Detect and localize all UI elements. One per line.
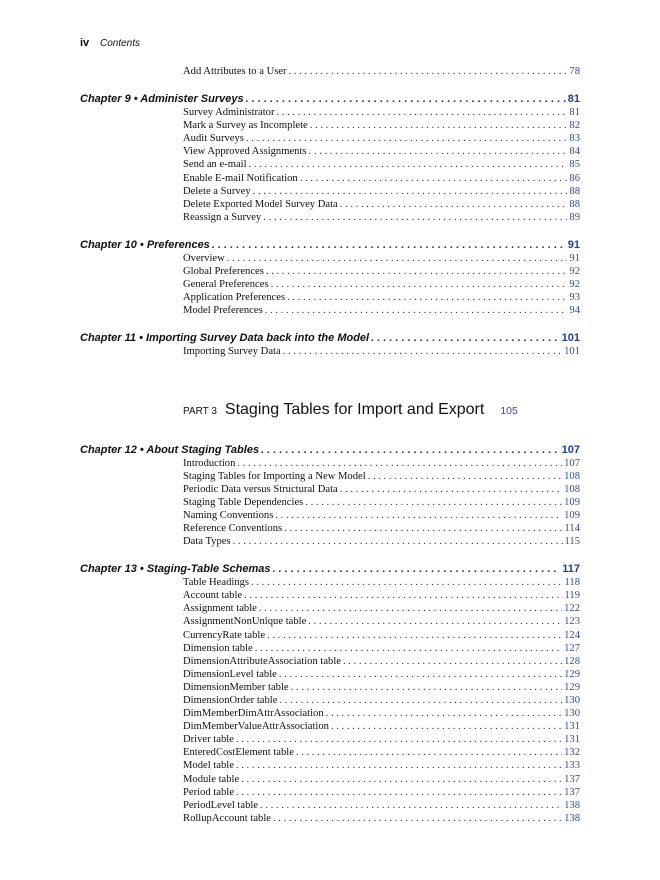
toc-entry-title: General Preferences xyxy=(183,279,269,291)
toc-entry[interactable] xyxy=(80,812,580,825)
chapter-entry[interactable] xyxy=(80,443,580,457)
toc-entry-page[interactable]: 108 xyxy=(564,483,580,495)
chapter-entry-page[interactable]: 91 xyxy=(567,238,580,251)
dot-leader xyxy=(263,211,567,224)
toc-entry-title: CurrencyRate table xyxy=(183,629,266,641)
toc-entry-page[interactable]: 92 xyxy=(569,279,580,291)
toc-entry-title: PeriodLevel table xyxy=(183,799,259,811)
dot-leader xyxy=(340,198,568,211)
toc-entry[interactable] xyxy=(80,198,580,211)
toc-entry-title: Send an e-mail xyxy=(183,159,247,171)
chapter-entry-page[interactable]: 107 xyxy=(561,443,580,456)
toc-entry[interactable] xyxy=(80,589,580,602)
toc-entry-page[interactable]: 127 xyxy=(564,642,580,654)
dot-leader xyxy=(300,172,568,185)
dot-leader xyxy=(284,522,562,535)
dot-leader xyxy=(255,642,562,655)
toc-entry[interactable] xyxy=(80,799,580,812)
toc-entry-page[interactable]: 109 xyxy=(564,509,580,521)
part-heading[interactable] xyxy=(80,401,580,429)
toc-entry-title: Reassign a Survey xyxy=(183,211,262,223)
dot-leader xyxy=(279,668,562,681)
toc-entry[interactable] xyxy=(80,733,580,746)
toc-entry-page[interactable]: 91 xyxy=(569,252,580,264)
toc-entry-title: Overview xyxy=(183,252,225,264)
toc-entry-title: Staging Table Dependencies xyxy=(183,496,304,508)
chapter-entry-title: Chapter 11 • Importing Survey Data back into the Model xyxy=(80,332,370,345)
toc-entry[interactable] xyxy=(80,185,580,198)
dot-leader xyxy=(241,773,562,786)
toc-entry-page[interactable]: 115 xyxy=(564,536,580,548)
dot-leader xyxy=(233,535,563,548)
dot-leader xyxy=(260,799,562,812)
toc-entry-page[interactable]: 129 xyxy=(564,681,580,693)
toc-entry-title: DimensionAttributeAssociation table xyxy=(183,655,341,667)
toc-entry-page[interactable]: 82 xyxy=(569,120,580,132)
dot-leader xyxy=(305,496,562,509)
chapter-entry[interactable] xyxy=(80,331,580,345)
toc-entry-title: Model table xyxy=(183,760,234,772)
toc-entry[interactable] xyxy=(80,535,580,548)
toc-entry-page[interactable]: 94 xyxy=(569,305,580,317)
dot-leader xyxy=(246,132,567,145)
toc-entry-page[interactable]: 122 xyxy=(564,603,580,615)
dot-leader xyxy=(368,470,562,483)
toc-entry-title: View Approved Assignments xyxy=(183,146,307,158)
toc-entry-page[interactable]: 88 xyxy=(569,185,580,197)
chapter-entry-title: Chapter 9 • Administer Surveys xyxy=(80,93,244,106)
page-number: iv xyxy=(80,37,90,49)
toc-entry-page[interactable]: 132 xyxy=(564,747,580,759)
dot-leader xyxy=(309,145,568,158)
dot-leader xyxy=(212,238,566,252)
toc-entry[interactable] xyxy=(80,145,580,158)
dot-leader xyxy=(371,331,560,345)
toc-entry[interactable] xyxy=(80,483,580,496)
chapter-entry-title: Chapter 12 • About Staging Tables xyxy=(80,443,260,456)
toc-entry[interactable] xyxy=(80,773,580,786)
dot-leader xyxy=(326,707,562,720)
toc-entry[interactable] xyxy=(80,576,580,589)
toc-entry[interactable] xyxy=(80,119,580,132)
table-of-contents xyxy=(80,65,580,825)
toc-entry-title: Enable E-mail Notification xyxy=(183,172,298,184)
dot-leader xyxy=(340,483,562,496)
dot-leader xyxy=(289,65,568,78)
toc-entry[interactable] xyxy=(80,345,580,358)
toc-entry-page[interactable]: 123 xyxy=(564,616,580,628)
toc-entry-page[interactable]: 128 xyxy=(564,655,580,667)
toc-entry[interactable] xyxy=(80,291,580,304)
toc-entry-page[interactable]: 137 xyxy=(564,786,580,798)
toc-entry[interactable] xyxy=(80,158,580,171)
toc-entry[interactable] xyxy=(80,211,580,224)
chapter-entry-title: Chapter 10 • Preferences xyxy=(80,238,210,251)
dot-leader xyxy=(236,759,562,772)
toc-entry-title: Delete a Survey xyxy=(183,185,251,197)
dot-leader xyxy=(279,694,562,707)
toc-entry-page[interactable]: 138 xyxy=(564,799,580,811)
chapter-entry-page[interactable]: 117 xyxy=(562,563,580,576)
dot-leader xyxy=(308,615,562,628)
toc-entry-title: DimMemberDimAttrAssociation xyxy=(183,708,324,720)
toc-entry[interactable] xyxy=(80,457,580,470)
dot-leader xyxy=(296,746,562,759)
toc-entry[interactable] xyxy=(80,642,580,655)
toc-entry-title: Model Preferences xyxy=(183,305,263,317)
toc-entry-page[interactable]: 119 xyxy=(564,590,580,602)
toc-entry[interactable] xyxy=(80,265,580,278)
toc-entry-page[interactable]: 118 xyxy=(564,577,580,589)
toc-entry-title: Data Types xyxy=(183,536,231,548)
part-label: PART 3 xyxy=(183,405,217,417)
running-header xyxy=(80,37,140,49)
toc-entry-page[interactable]: 78 xyxy=(569,66,580,77)
dot-leader xyxy=(259,602,562,615)
dot-leader xyxy=(265,304,568,317)
toc-entry-title: Reference Conventions xyxy=(183,522,283,534)
dot-leader xyxy=(273,562,561,576)
toc-entry[interactable] xyxy=(80,602,580,615)
dot-leader xyxy=(277,106,568,119)
toc-entry-page[interactable]: 130 xyxy=(564,695,580,706)
toc-entry[interactable] xyxy=(80,106,580,119)
toc-entry-title: EnteredCostElement table xyxy=(183,747,294,759)
toc-entry-page[interactable]: 88 xyxy=(569,198,580,210)
dot-leader xyxy=(283,345,562,358)
toc-entry-page[interactable]: 85 xyxy=(569,159,580,171)
chapter-entry[interactable] xyxy=(80,92,580,106)
toc-entry[interactable] xyxy=(80,759,580,772)
toc-entry-page[interactable]: 81 xyxy=(569,107,580,119)
dot-leader xyxy=(251,576,562,589)
toc-entry-title: Survey Administrator xyxy=(183,107,275,119)
toc-entry-page[interactable]: 107 xyxy=(564,457,580,469)
part-title: Staging Tables for Import and Export xyxy=(224,400,485,418)
toc-entry-page[interactable]: 114 xyxy=(564,522,580,534)
toc-entry[interactable] xyxy=(80,746,580,759)
toc-entry[interactable] xyxy=(80,496,580,509)
toc-entry-title: Period table xyxy=(183,786,234,798)
toc-entry-title: Periodic Data versus Structural Data xyxy=(183,483,338,495)
toc-entry-page[interactable]: 131 xyxy=(564,721,580,733)
dot-leader xyxy=(331,720,562,733)
toc-entry[interactable] xyxy=(80,681,580,694)
toc-entry[interactable] xyxy=(80,304,580,317)
toc-entry-page[interactable]: 130 xyxy=(564,708,580,720)
toc-entry-title: Module table xyxy=(183,773,240,785)
toc-entry[interactable] xyxy=(80,132,580,145)
toc-entry-title: Table Headings xyxy=(183,577,250,589)
toc-entry-title: Dimension table xyxy=(183,642,253,654)
dot-leader xyxy=(227,252,568,265)
dot-leader xyxy=(267,629,562,642)
toc-entry-title: RollupAccount table xyxy=(183,812,271,824)
toc-entry-page[interactable]: 93 xyxy=(569,292,580,304)
toc-entry[interactable] xyxy=(80,720,580,733)
dot-leader xyxy=(310,119,568,132)
dot-leader xyxy=(246,92,566,106)
dot-leader xyxy=(237,457,562,470)
toc-entry-title: Importing Survey Data xyxy=(183,346,281,358)
toc-entry-title: AssignmentNonUnique table xyxy=(183,616,307,628)
dot-leader xyxy=(271,278,568,291)
toc-entry-title: Introduction xyxy=(183,457,236,469)
dot-leader xyxy=(266,265,568,278)
toc-entry[interactable] xyxy=(80,655,580,668)
toc-entry-page[interactable]: 83 xyxy=(569,133,580,145)
dot-leader xyxy=(249,158,568,171)
toc-entry[interactable] xyxy=(80,470,580,483)
dot-leader xyxy=(236,786,562,799)
toc-entry-title: Assignment table xyxy=(183,603,257,615)
toc-entry-page[interactable]: 138 xyxy=(564,812,580,824)
toc-entry-title: Mark a Survey as Incomplete xyxy=(183,120,308,132)
dot-leader xyxy=(236,733,562,746)
toc-entry[interactable] xyxy=(80,522,580,535)
toc-entry-page[interactable]: 92 xyxy=(569,266,580,278)
toc-entry[interactable] xyxy=(80,65,580,78)
toc-entry-page[interactable]: 109 xyxy=(564,496,580,508)
toc-entry[interactable] xyxy=(80,629,580,642)
dot-leader xyxy=(273,812,562,825)
dot-leader xyxy=(244,589,562,602)
dot-leader xyxy=(253,185,568,198)
dot-leader xyxy=(287,291,567,304)
part-page[interactable]: 105 xyxy=(500,404,518,417)
toc-entry[interactable] xyxy=(80,615,580,628)
toc-entry-title: Account table xyxy=(183,590,243,602)
toc-entry[interactable] xyxy=(80,172,580,185)
toc-entry[interactable] xyxy=(80,509,580,522)
toc-entry[interactable] xyxy=(80,278,580,291)
toc-entry-page[interactable]: 124 xyxy=(564,629,580,641)
toc-entry-title: Driver table xyxy=(183,734,234,746)
dot-leader xyxy=(343,655,562,668)
toc-entry-page[interactable]: 137 xyxy=(564,773,580,785)
toc-entry-title: Global Preferences xyxy=(183,266,264,278)
toc-entry-page[interactable]: 108 xyxy=(564,470,580,482)
toc-entry-title: Naming Conventions xyxy=(183,509,274,521)
toc-entry-title: Staging Tables for Importing a New Model xyxy=(183,470,366,482)
toc-entry-page[interactable]: 84 xyxy=(569,146,580,158)
toc-entry[interactable] xyxy=(80,707,580,720)
toc-entry-page[interactable]: 89 xyxy=(569,211,580,223)
toc-entry-title: DimensionOrder table xyxy=(183,695,278,706)
toc-entry-title: DimensionLevel table xyxy=(183,668,277,680)
chapter-entry-title: Chapter 13 • Staging-Table Schemas xyxy=(80,563,271,576)
toc-entry-title: Delete Exported Model Survey Data xyxy=(183,198,338,210)
toc-entry[interactable] xyxy=(80,694,580,707)
toc-entry-title: Audit Surveys xyxy=(183,133,244,145)
header-title: Contents xyxy=(99,38,140,49)
toc-entry-page[interactable]: 101 xyxy=(564,346,580,358)
chapter-entry-page[interactable]: 101 xyxy=(561,332,580,345)
chapter-entry-page[interactable]: 81 xyxy=(567,93,580,106)
toc-entry[interactable] xyxy=(80,786,580,799)
toc-entry[interactable] xyxy=(80,668,580,681)
toc-entry-title: DimMemberValueAttrAssociation xyxy=(183,721,329,733)
toc-entry-page[interactable]: 131 xyxy=(564,734,580,746)
toc-entry-page[interactable]: 133 xyxy=(564,760,580,772)
chapter-entry[interactable] xyxy=(80,238,580,252)
toc-entry-page[interactable]: 86 xyxy=(569,172,580,184)
dot-leader xyxy=(261,443,560,457)
dot-leader xyxy=(275,509,562,522)
toc-entry-title: Add Attributes to a User xyxy=(183,66,287,77)
toc-entry-page[interactable]: 129 xyxy=(564,668,580,680)
toc-entry[interactable] xyxy=(80,252,580,265)
toc-entry-title: DimensionMember table xyxy=(183,681,289,693)
dot-leader xyxy=(291,681,562,694)
toc-entry-title: Application Preferences xyxy=(183,292,286,304)
chapter-entry[interactable] xyxy=(80,562,580,576)
